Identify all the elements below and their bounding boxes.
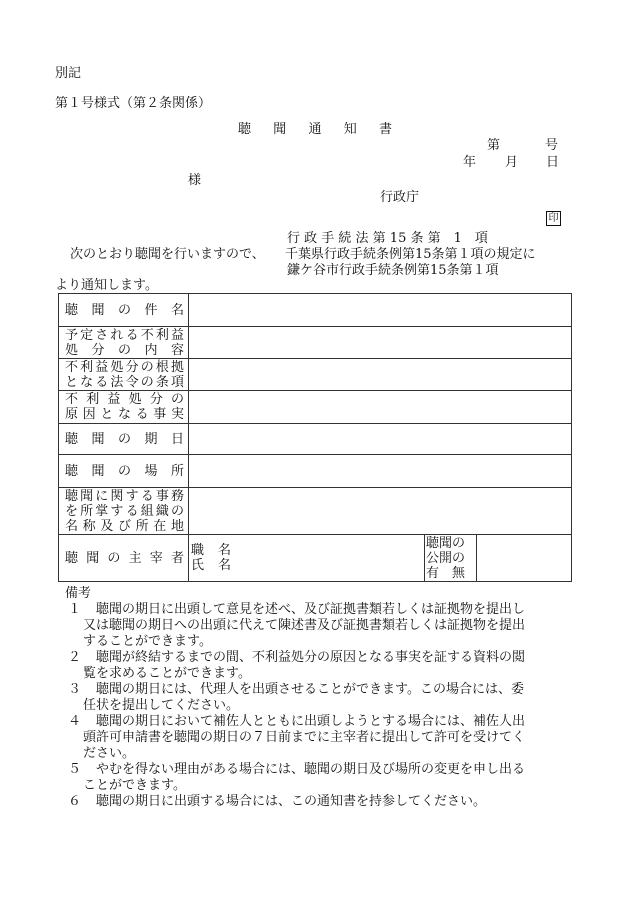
label-char: 務 [170, 488, 184, 504]
label-char: 事 [153, 407, 167, 422]
note-number: ３ [68, 682, 82, 697]
note-number: ６ [68, 794, 82, 809]
law-line-1: 行 政 手 続 法 第 15 条 第 1 項 [287, 231, 488, 246]
note-line: 又は聴聞の期日への出頭に代えて陳述書及び証拠書類若しくは証拠物を提出 [83, 618, 526, 633]
table-row [59, 488, 572, 535]
row-label-hearing-date [59, 424, 189, 455]
label-char: 所 [170, 463, 184, 479]
hearing-info-table [58, 293, 572, 582]
label-char: 予 [65, 327, 79, 343]
label-char: 聴 [65, 488, 79, 504]
label-char: 実 [170, 407, 184, 422]
note-line: 任状を提出してください。 [83, 698, 240, 713]
note-line: 聴聞の期日に出頭して意見を述べ、及び証拠書類若しくは証拠物を提出し [96, 602, 526, 617]
value-cell-planned-disposition[interactable] [189, 327, 572, 359]
label-char: 聴 [65, 550, 79, 566]
label-char: 及 [100, 518, 114, 534]
label-char: 名 [65, 518, 79, 534]
value-cell-public-hearing[interactable] [477, 535, 572, 582]
label-char: 利 [80, 359, 94, 375]
label-char: 内 [144, 342, 158, 358]
label-char: 関 [110, 488, 124, 504]
label-char: の [140, 359, 154, 375]
law-line-3: 鎌ケ谷市行政手続条例第15条第１項 [287, 263, 499, 278]
row-label-presiding-officer [59, 535, 189, 582]
label-char: 掌 [95, 503, 109, 519]
note-line: 聴聞の期日には、代理人を出頭させることができます。この場合には、委 [96, 682, 524, 697]
addressee-suffix: 様 [188, 173, 202, 188]
label-char: 所 [80, 503, 94, 519]
label-char: 氏 [191, 558, 205, 573]
label-char: に [95, 488, 109, 504]
label-char: す [125, 488, 139, 504]
label-char: 利 [155, 327, 169, 343]
label-char: 称 [82, 518, 96, 534]
label-char: な [117, 407, 131, 422]
seal-char: 印 [546, 211, 561, 226]
label-char: の [117, 431, 131, 447]
title-char: 聞 [273, 122, 287, 137]
label-char: 項 [170, 374, 184, 390]
issuer-label: 行政庁 [380, 190, 420, 205]
label-char: 分 [91, 342, 105, 358]
label-char: 聞 [91, 431, 105, 447]
date-month: 月 [505, 155, 519, 170]
row-label-hearing-place [59, 455, 189, 488]
label-char: び [117, 518, 131, 534]
label-char: 条 [155, 374, 169, 390]
body-text-before: 次のとおり聴聞を行いますので、 [70, 247, 265, 262]
label-char: の [170, 392, 184, 407]
label-char: 者 [170, 550, 184, 566]
label-char: の [117, 302, 131, 318]
note-line: 覧を求めることができます。 [83, 666, 251, 681]
row-label-legal-basis [59, 359, 189, 391]
label-char: る [125, 327, 139, 343]
label-char: 聞 [86, 550, 100, 566]
value-cell-administering-office[interactable] [189, 488, 572, 535]
label-char: 聞 [91, 302, 105, 318]
label-char: と [65, 374, 79, 390]
label-char: 分 [149, 392, 163, 407]
label-char: れ [110, 327, 124, 343]
label-char: 聞 [91, 463, 105, 479]
label-char: 事 [155, 488, 169, 504]
note-number: ２ [68, 650, 82, 665]
label-char: 名 [217, 543, 231, 558]
value-cell-cause-facts[interactable] [189, 391, 572, 424]
label-char: の [140, 374, 154, 390]
appendix-label: 別記 [55, 66, 82, 81]
label-char: 名 [217, 558, 231, 573]
law-line-2: 千葉県行政手続条例第15条第１項の規定に [285, 247, 536, 262]
label-char: る [125, 503, 139, 519]
label-char: を [65, 503, 79, 519]
label-char: と [100, 407, 114, 422]
table-row [59, 294, 572, 327]
label-char: 場 [144, 463, 158, 479]
label-char: 原 [65, 407, 79, 422]
label-char: 法 [110, 374, 124, 390]
label-char: の [170, 503, 184, 519]
table-row [59, 391, 572, 424]
notes-heading: 備考 [65, 586, 92, 601]
label-char: 容 [170, 342, 184, 358]
label-char: 分 [125, 359, 139, 375]
label-char: 聴 [65, 463, 79, 479]
label-char: 名 [170, 302, 184, 318]
label-char: 件 [144, 302, 158, 318]
officer-position-label [191, 543, 231, 558]
label-char: る [135, 407, 149, 422]
label-char: な [80, 374, 94, 390]
table-row [59, 359, 572, 391]
public-label-line: 聴聞の [426, 535, 466, 551]
value-cell-hearing-date[interactable] [189, 424, 572, 455]
label-char: 職 [191, 543, 205, 558]
label-char: 益 [95, 359, 109, 375]
label-char: 因 [82, 407, 96, 422]
body-text-after: より通知します。 [55, 278, 158, 293]
row-label-cause-facts [59, 391, 189, 424]
row-label-planned-disposition [59, 327, 189, 359]
title-char: 知 [343, 122, 357, 137]
label-char: 益 [107, 392, 121, 407]
label-char: 益 [170, 327, 184, 343]
form-number: 第１号様式（第２条関係） [55, 96, 212, 111]
label-char: 日 [170, 431, 184, 447]
value-cell-subject[interactable] [189, 294, 572, 327]
row-label-subject [59, 294, 189, 327]
label-char: る [95, 374, 109, 390]
label-char: 在 [153, 518, 167, 534]
label-char: る [140, 488, 154, 504]
label-char: 根 [155, 359, 169, 375]
note-number: １ [68, 602, 82, 617]
table-row [59, 327, 572, 359]
label-char: 処 [128, 392, 142, 407]
number-suffix: 号 [545, 138, 559, 153]
public-hearing-label [425, 535, 477, 582]
label-char: 宰 [149, 550, 163, 566]
note-line: 聴聞が終結するまでの間、不利益処分の原因となる事実を証する資料の閲 [96, 650, 526, 665]
value-cell-legal-basis[interactable] [189, 359, 572, 391]
note-line: 聴聞の期日において補佐人とともに出頭しようとする場合には、補佐人出 [96, 714, 526, 729]
presiding-officer-details[interactable] [189, 535, 425, 582]
note-line: ださい。 [83, 746, 136, 761]
label-char: の [117, 342, 131, 358]
label-char: 利 [86, 392, 100, 407]
label-char: 聞 [80, 488, 94, 504]
seal-mark [546, 210, 561, 226]
label-char: 処 [65, 342, 79, 358]
date-day: 日 [546, 155, 560, 170]
label-char: 聴 [65, 302, 79, 318]
label-char: 拠 [170, 359, 184, 375]
table-row [59, 424, 572, 455]
public-label-line: 公開の [426, 550, 466, 566]
note-line: やむを得ない理由がある場合には、聴聞の期日及び場所の変更を申し出る [96, 762, 526, 777]
note-line: することができます。 [83, 634, 212, 649]
label-char: 定 [80, 327, 94, 343]
label-char: 所 [135, 518, 149, 534]
label-char: 地 [170, 518, 184, 534]
label-char: の [107, 550, 121, 566]
title-char: 書 [378, 122, 392, 137]
title-char: 通 [308, 122, 322, 137]
label-char: 織 [155, 503, 169, 519]
note-line: 聴聞の期日に出頭する場合には、この通知書を持参してください。 [96, 794, 487, 809]
note-line: ことができます。 [83, 778, 186, 793]
label-char: 令 [125, 374, 139, 390]
label-char: す [110, 503, 124, 519]
officer-name-label [191, 558, 231, 573]
note-number: ４ [68, 714, 82, 729]
number-prefix: 第 [487, 138, 501, 153]
table-row [59, 535, 572, 582]
label-char: 組 [140, 503, 154, 519]
value-cell-hearing-place[interactable] [189, 455, 572, 488]
label-char: 聴 [65, 431, 79, 447]
label-char: 不 [65, 359, 79, 375]
label-char: 主 [128, 550, 142, 566]
label-char: 期 [144, 431, 158, 447]
date-year: 年 [463, 155, 477, 170]
row-label-administering-office [59, 488, 189, 535]
label-char: さ [95, 327, 109, 343]
label-char: 不 [65, 392, 79, 407]
title-char: 聴 [238, 122, 252, 137]
document-title [238, 122, 392, 138]
note-line: 頭許可申請書を聴聞の期日の７日前までに主宰者に提出して許可を受けてく [83, 730, 526, 745]
label-char: の [117, 463, 131, 479]
table-row [59, 455, 572, 488]
note-number: ５ [68, 762, 82, 777]
label-char: 処 [110, 359, 124, 375]
public-label-line: 有 無 [426, 565, 466, 581]
label-char: 不 [140, 327, 154, 343]
